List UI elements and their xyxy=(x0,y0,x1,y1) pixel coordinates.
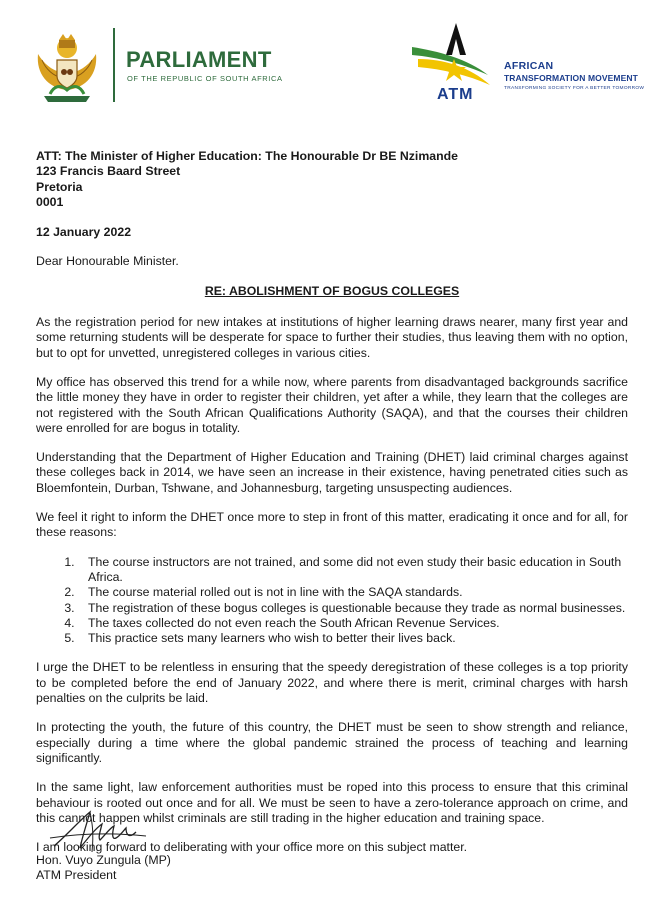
list-item: 2. The course material rolled out is not in line with the SAQA standards. xyxy=(78,585,628,600)
address-city: Pretoria xyxy=(36,179,83,194)
letter-body xyxy=(36,149,628,855)
paragraph-1: As the registration period for new intakes at institutions of higher learning draws nearer, many first year and some returning students will be desperate for space to further their studies, thus leaving them with no option, but to opt for unvetted, unregistered colleges in various cities. xyxy=(36,315,628,360)
list-item: 4. The taxes collected do not even reach the South African Revenue Services. xyxy=(78,616,628,631)
paragraph-5: I urge the DHET to be relentless in ensuring that the speedy deregistration of these colleges is a top priority to be completed before the end of January 2022, and where there is merit, criminal charges with harsh penalties on the culprits be laid. xyxy=(36,660,628,706)
header-divider xyxy=(113,28,115,102)
address-street: 123 Francis Baard Street xyxy=(36,164,181,179)
atm-logo-icon xyxy=(408,15,508,105)
list-item: 3. The registration of these bogus colleges is questionable because they trade as normal businesses. xyxy=(78,601,628,616)
salutation: Dear Honourable Minister. xyxy=(36,254,179,269)
list-item: 1. The course instructors are not trained, and some did not even study their basic education in South Africa. xyxy=(78,555,628,586)
signatory-title: ATM President xyxy=(36,868,117,883)
paragraph-7: In the same light, law enforcement authorities must be roped into this process to ensure that this criminal behaviour is rooted out once and for all. We must be seen to have a zero-tolerance approach on crime, and this cannot happen whilst criminals are still trading in the higher education and training space. xyxy=(36,780,628,825)
paragraph-6: In protecting the youth, the future of this country, the DHET must be seen to show strength and reliance, especially during a time where the global pandemic strained the process of teaching and learning significantly. xyxy=(36,720,628,765)
paragraph-3: Understanding that the Department of Higher Education and Training (DHET) laid criminal charges against these colleges back in 2014, we have seen an increase in their existence, having penetrated cities such as Bloemfontein, Durban, Tshwane, and Johannesburg, targeting unsuspecting audiences. xyxy=(36,450,628,495)
letter-date: 12 January 2022 xyxy=(36,225,132,240)
parliament-subtitle: OF THE REPUBLIC OF SOUTH AFRICA xyxy=(127,74,283,83)
recipient-address xyxy=(36,149,628,210)
paragraph-4: We feel it right to inform the DHET once more to step in front of this matter, eradicating it once and for all, for these reasons: xyxy=(36,510,628,540)
paragraph-8: I am looking forward to deliberating with your office more on this subject matter. xyxy=(36,840,468,855)
subject-line: RE: ABOLISHMENT OF BOGUS COLLEGES xyxy=(204,283,460,298)
parliament-title: PARLIAMENT xyxy=(126,47,272,72)
address-attention: ATT: The Minister of Higher Education: The Honourable Dr BE Nzimande xyxy=(36,149,458,163)
paragraph-2: My office has observed this trend for a while now, where parents from disadvantaged backgrounds sacrifice the little money they have in order to register their children, yet after a while, they learn that the colleges are not registered with the South African Qualifications Authority (SAQA), and that the courses their children were enrolled for are bogus in totality. xyxy=(36,374,628,435)
reasons-list xyxy=(36,555,628,647)
atm-name-line2: TRANSFORMATION MOVEMENT xyxy=(504,73,638,83)
atm-abbrev: ATM xyxy=(437,86,474,103)
address-postal-code: 0001 xyxy=(36,194,64,209)
coat-of-arms-icon xyxy=(30,30,104,106)
atm-name-line1: AFRICAN xyxy=(504,60,554,72)
signatory-block xyxy=(36,853,171,884)
atm-tagline: TRANSFORMING SOCIETY FOR A BETTER TOMORROW xyxy=(504,86,645,91)
list-item: 5. This practice sets many learners who wish to better their lives back. xyxy=(78,631,628,646)
handwritten-signature-icon xyxy=(46,802,156,858)
signatory-name: Hon. Vuyo Zungula (MP) xyxy=(36,853,171,867)
letterhead xyxy=(0,0,664,120)
